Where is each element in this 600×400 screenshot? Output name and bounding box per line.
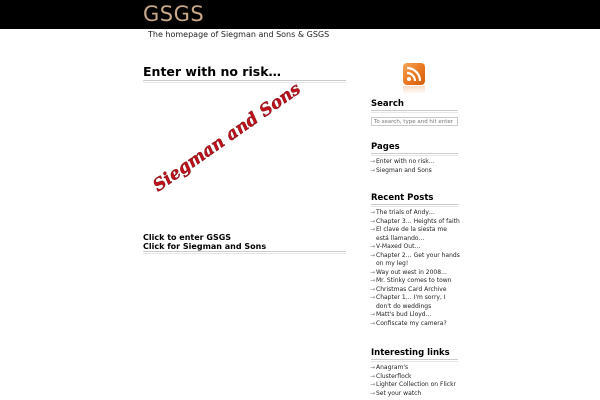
list-item: [370, 277, 460, 286]
recent-post-link[interactable]: Christmas Card Archive: [376, 285, 447, 293]
list-item: [370, 320, 460, 329]
page-link-enter[interactable]: Enter with no risk…: [376, 158, 435, 165]
arrow-bullet-icon: →: [370, 226, 376, 233]
post-title-link[interactable]: Enter with no risk…: [143, 64, 282, 79]
arrow-bullet-icon: →: [370, 268, 376, 276]
site-tagline: The homepage of Siegman and Sons & GSGS: [148, 30, 330, 39]
list-item: [370, 294, 460, 311]
enter-gsgs-link[interactable]: Click to enter GSGS: [143, 233, 232, 242]
list-item: [370, 381, 462, 390]
page-link-siegman[interactable]: Siegman and Sons: [376, 166, 432, 174]
recent-post-link[interactable]: Confiscate my camera?: [376, 319, 447, 327]
recent-post-link[interactable]: The trials of Andy…: [376, 209, 435, 216]
logo-text: Siegman and Sons: [149, 79, 305, 197]
post-title-divider: [143, 80, 346, 83]
recent-post-link[interactable]: Chapter 1… I'm sorry, I don't do weddings: [376, 294, 446, 310]
list-item: [370, 390, 462, 399]
recent-post-link[interactable]: Chapter 3… Heights of faith: [376, 217, 460, 225]
post-bottom-divider: [143, 251, 346, 254]
arrow-bullet-icon: →: [370, 209, 376, 216]
links-heading: Interesting links: [371, 348, 450, 358]
arrow-bullet-icon: →: [370, 311, 376, 318]
arrow-bullet-icon: →: [370, 389, 376, 397]
arrow-bullet-icon: →: [370, 166, 376, 174]
external-link[interactable]: Clusterflock: [376, 372, 412, 380]
arrow-bullet-icon: →: [370, 364, 376, 371]
rss-glyph: [403, 63, 425, 85]
list-item: [370, 167, 462, 176]
site-title-link[interactable]: GSGS: [143, 2, 205, 26]
list-item: [370, 286, 460, 295]
arrow-bullet-icon: →: [370, 277, 376, 284]
list-item: [370, 252, 460, 269]
pages-heading-divider: [371, 153, 458, 156]
arrow-bullet-icon: →: [370, 372, 376, 380]
search-input[interactable]: [371, 117, 458, 126]
recent-posts-heading-divider: [371, 204, 458, 207]
rss-feed-icon[interactable]: [403, 63, 425, 85]
recent-post-link[interactable]: Chapter 2… Get your hands on my leg!: [376, 251, 460, 267]
list-item: [370, 226, 460, 243]
recent-post-link[interactable]: V-Maxed Out…: [376, 243, 421, 250]
arrow-bullet-icon: →: [370, 285, 376, 293]
arrow-bullet-icon: →: [370, 319, 376, 327]
search-heading-divider: [371, 110, 458, 113]
arrow-bullet-icon: →: [370, 294, 376, 301]
list-item: [370, 158, 462, 167]
siegman-and-sons-logo[interactable]: [149, 79, 305, 204]
list-item: [370, 269, 460, 278]
interesting-links-list: [370, 364, 462, 398]
arrow-bullet-icon: →: [370, 251, 376, 259]
recent-post-link[interactable]: El clave de la siesta me está llamando…: [376, 226, 447, 242]
list-item: [370, 243, 460, 252]
rss-icon-reflection: [403, 86, 425, 94]
recent-post-link[interactable]: Matt's bud Lloyd…: [376, 311, 432, 318]
recent-post-link[interactable]: Mr. Stinky comes to town: [376, 277, 452, 284]
external-link[interactable]: Set your watch: [376, 389, 422, 397]
external-link[interactable]: Lighter Collection on Flickr: [376, 381, 457, 388]
pages-heading: Pages: [371, 142, 400, 152]
external-link[interactable]: Anagram's: [376, 364, 409, 371]
recent-posts-heading: Recent Posts: [371, 193, 434, 203]
logo-graphic: [149, 79, 305, 204]
list-item: [370, 373, 462, 382]
links-heading-divider: [371, 359, 458, 362]
search-heading: Search: [371, 99, 404, 109]
list-item: [370, 218, 460, 227]
arrow-bullet-icon: →: [370, 158, 376, 165]
recent-posts-list: [370, 209, 460, 328]
header-bar: [0, 0, 600, 29]
arrow-bullet-icon: →: [370, 381, 376, 388]
arrow-bullet-icon: →: [370, 243, 376, 250]
enter-siegman-link[interactable]: Click for Siegman and Sons: [143, 242, 267, 251]
list-item: [370, 209, 460, 218]
pages-list: [370, 158, 462, 175]
list-item: [370, 364, 462, 373]
recent-post-link[interactable]: Way out west in 2008…: [376, 268, 448, 276]
list-item: [370, 311, 460, 320]
arrow-bullet-icon: →: [370, 217, 376, 225]
